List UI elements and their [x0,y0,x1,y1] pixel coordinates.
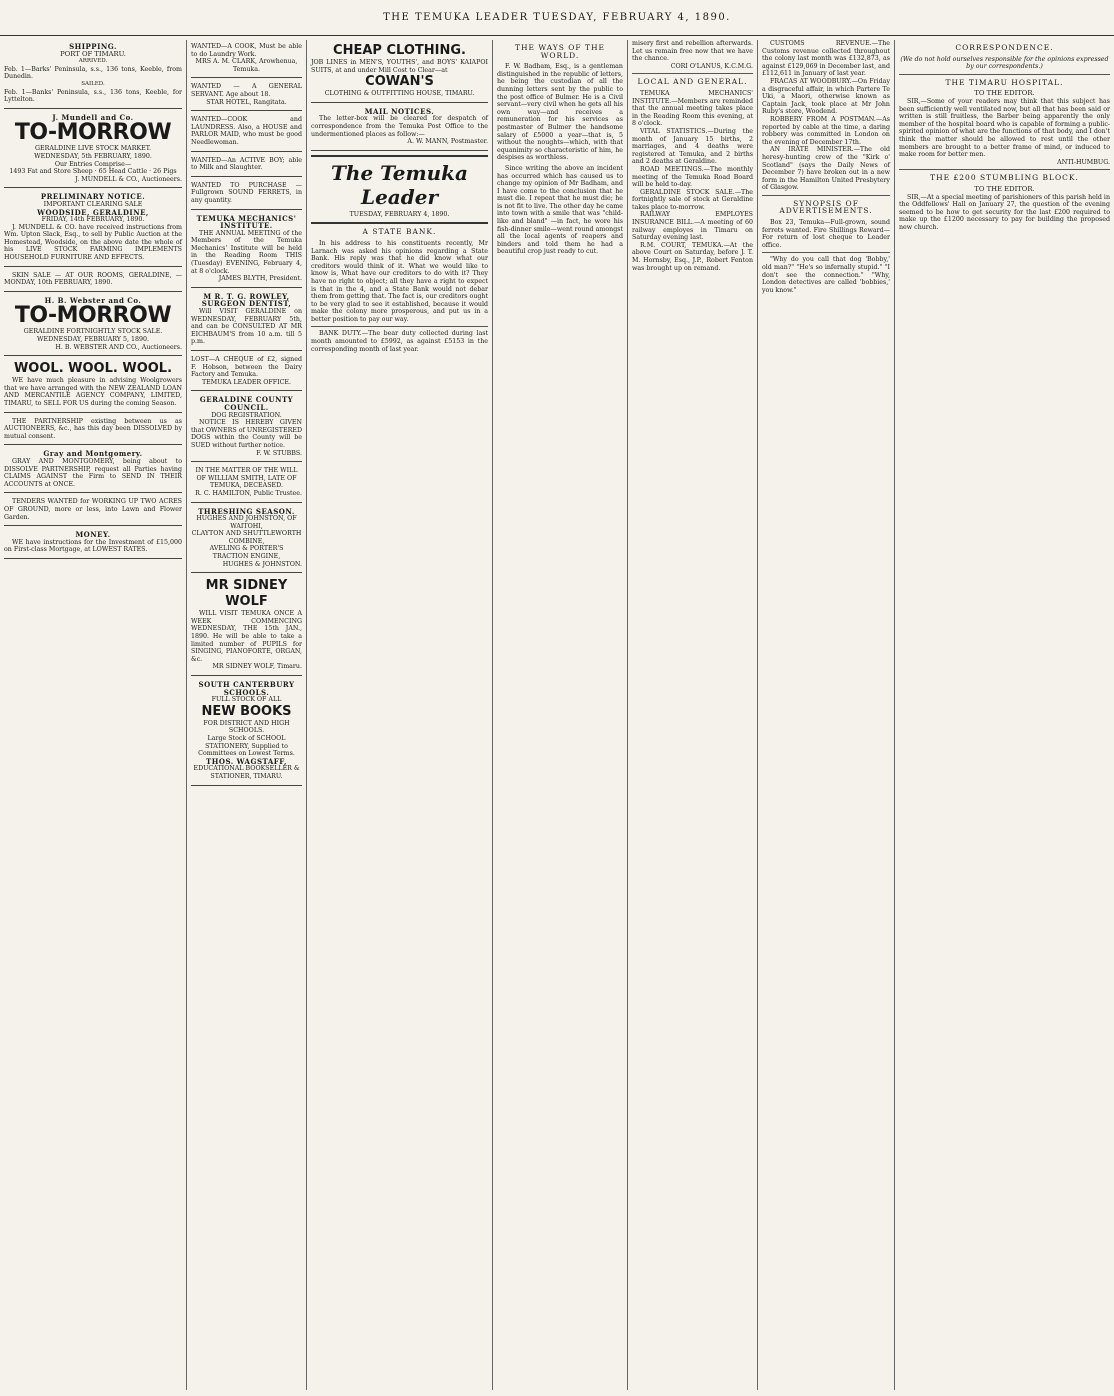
hamilton-signature: R. C. HAMILTON, Public Trustee. [195,489,302,497]
hospital-signature: ANTI-HUMBUG. [1057,158,1110,166]
county-heading: GERALDINE COUNTY COUNCIL. [199,395,294,412]
webster-stock-ad [4,294,182,356]
aveling-text: AVELING & PORTER'S TRACTION ENGINE, [209,545,284,561]
wolf-ad [191,575,302,676]
tenders-ad [4,495,182,526]
dog-body: NOTICE IS HEREBY GIVEN that OWNERS of UNREGISTERED DOGS within the County will be SUED without further notice. [191,419,302,449]
webster-signature: H. B. WEBSTER AND CO., Auctioneers. [55,343,182,351]
cowan-sub: CLOTHING & OUTFITTING HOUSE, TIMARU. [324,90,475,98]
wool-heading: WOOL. WOOL. WOOL. [13,361,173,377]
shipping-notice [4,40,182,109]
misery-text: misery first and rebellion afterwards. Let us remain free now that we have the chance. [632,40,753,63]
webster-heading: H. B. Webster and Co. [44,295,142,305]
money-body: WE have instructions for the Investment of £15,000 on First-class Mortgage, at LOWEST RATES. [4,538,182,554]
mundell-heading: J. Mundell and Co. [52,112,134,122]
woodside-heading: WOODSIDE, GERALDINE, [37,207,149,217]
threshing-ad [191,505,302,574]
dog-joke: "Why do you call that dog 'Bobby,' old man?" "He's so infernally stupid." "I don't see the connection." "Why, London detectives are called 'bobbies,' you know." [762,256,890,294]
ways-heading: THE WAYS OF THE WORLD. [514,43,606,60]
preliminary-notice: PRELIMINARY NOTICE. [40,192,146,202]
mechanics-signature: JAMES BLYTH, President. [218,275,302,283]
postman-robbery: ROBBERY FROM A POSTMAN.—As reported by cable at the time, a daring robbery was committed in London on the evening of December 17th. [762,115,890,146]
disclaimer: (We do not hold ourselves responsible for the opinions expressed by our correspondents.) [900,55,1109,71]
mundell-signature: J. MUNDELL & CO., Auctioneers. [75,175,182,183]
boy-ad [191,154,302,177]
threshing-heading: THRESHING SEASON. [198,506,295,516]
column-1 [0,40,186,1390]
to-editor-2: TO THE EDITOR. [974,184,1035,193]
skin-sale-ad [4,269,182,292]
state-bank-body: In his address to his constituents recently, Mr Larnach was asked his opinions regarding a State Bank. His reply was that he did know what our creditors would think of it. What we would like to know is, What have our creditors to do with it? They have no right to object; all they have a right to expect is that in the 4, and a State Bank would not debar them from getting that. The fact is, our creditors ought to be very glad to see it established, because it would make the colony more prosperous, and put us in a better position to pay our way. [311,239,488,323]
wolf-body: WILL VISIT TEMUKA ONCE A WEEK COMMENCING WEDNESDAY, THE 15th JAN., 1890. He will be able to take a limited number of PUPILS for SINGING, PIANOFORTE, ORGAN, &c. [191,610,302,663]
hughes-signature: HUGHES & JOHNSTON. [222,560,302,568]
geraldine-stock-market: GERALDINE LIVE STOCK MARKET. [34,145,152,153]
laundress-text: WANTED—COOK and LAUNDRESS. Also, a HOUSE and PARLOR MAID, who must be good Needlewoman. [191,116,302,146]
laundress-ad [191,113,302,151]
stumbling-body: SIR,—At a special meeting of parishioners of this parish held in the Oddfellows' Hall on January 27, the question of the evening seemed to be how to get security for the last £200 required to make up the £1200 necessary to pay for building the proposed new church. [899,193,1110,231]
fortnightly-sale: GERALDINE FORTNIGHTLY STOCK SALE. [23,328,163,336]
clearing-body: J. MUNDELL & CO. have received instructions from Wm. Upton Slack, Esq., to sell by Public Auction at the Homestead, Woodside, on the above date the whole of his LIVE STOCK FARMING IMPLEMENTS HOUSEHOLD FURNITURE AND EFFECTS. [4,223,182,262]
shipping-port: PORT OF TIMARU. [60,49,126,58]
lost-office: TEMUKA LEADER OFFICE. [201,378,292,386]
clearing-sale-ad [4,190,182,266]
schools-heading: SOUTH CANTERBURY SCHOOLS. [198,680,295,697]
vital-statistics: VITAL STATISTICS.—During the month of January 15 births, 2 marriages, and 4 deaths were registered at Temuka, and 2 births and 2 deaths at Geraldine. [632,127,753,166]
column-7 [894,40,1114,1390]
new-books-heading: NEW BOOKS [201,703,292,719]
railway-bill: RAILWAY EMPLOYES INSURANCE BILL.—A meeting of 60 railway employes in Timaru on Saturday evening last. [632,211,753,242]
partnership-body: THE PARTNERSHIP existing between us as AUCTIONEERS, &c., has this day been DISSOLVED by mutual consent. [4,417,182,440]
synopsis-heading: SYNOPSIS OF ADVERTISEMENTS. [779,198,873,216]
partnership-ad [4,415,182,446]
mail-body: The letter-box will be cleared for despatch of correspondence from the Temuka Post Office to the undermentioned places as follow:— [311,115,488,138]
entries-list: 1493 Fat and Store Sheep · 65 Head Cattle · 26 Pigs [9,168,177,176]
mechanics-ad [191,212,302,288]
books-ad [191,678,302,786]
stumbling-heading: THE £200 STUMBLING BLOCK. [930,173,1079,183]
state-bank-heading: A STATE BANK. [362,227,437,237]
sale-date-2: WEDNESDAY, FEBRUARY 5, 1890. [37,336,149,344]
gray-montgomery-ad [4,447,182,493]
geraldine-stock-sale: GERALDINE STOCK SALE.—The fortnightly sale of stock at Geraldine takes place to-morrow. [632,188,753,211]
rowley-body: Will VISIT GERALDINE on WEDNESDAY, FEBRUARY 5th, and can be CONSULTED AT MR EICHBAUM'S from 10 a.m. till 5 p.m. [191,308,302,346]
newspaper-date: TUESDAY, FEBRUARY 4, 1890. [349,210,450,218]
rowley-ad [191,290,302,351]
cowan-heading: COWAN'S [365,74,434,90]
cook-ad [191,40,302,78]
synopsis-body: Box 23, Temuka—Full-grown, sound ferrets wanted. Fire Shillings Reward—For return of lost cheque to Leader office. [762,219,890,249]
irate-minister: AN IRATE MINISTER.—The old heresy-hunting crew of the "Kirk o' Scotland" (says the Daily News of December 7) have broken out in a new form in the Hamilton United Presbytery of Glasgow. [762,146,890,192]
lost-cheque-ad [191,353,302,391]
mundell-stock-ad [4,111,182,189]
money-ad [4,528,182,559]
column-6 [757,40,894,1390]
hospital-body: SIR,—Some of your readers may think that this subject has been sufficiently well ventilated now, but all that has been said or written is still fruitless, the Barber being apparently the only member of the hospital board who is capable of forming a public-spirited opinion of what are the functions of that body, and I don't think the matter should be allowed to rest until the other members are brought to a better frame of mind, or induced to make room for better men. [899,97,1110,159]
shipping-sailed: SAILED. [81,80,105,87]
cheap-clothing-body: JOB LINES in MEN'S, YOUTHS', and BOYS' KAIAPOI SUITS, at and under Mill Cost to Clear—at [311,59,488,74]
clearing-sale-heading: IMPORTANT CLEARING SALE [43,200,143,208]
ferrets-text: WANTED TO PURCHASE — Fullgrown SOUND FERRETS, in any quantity. [191,181,302,204]
cook-text: WANTED—A COOK, Must be able to do Laundry Work. [191,43,302,58]
tomorrow-heading-2: TO-MORROW [14,303,172,329]
wagstaff-heading: THOS. WAGSTAFF, [206,756,287,766]
shipping-title: SHIPPING. [69,42,117,51]
local-general-heading: LOCAL AND GENERAL. [637,77,748,87]
mail-signature: A. W. MANN, Postmaster. [407,138,488,146]
wool-body: WE have much pleasure in advising Woolgrowers that we have arranged with the NEW ZEALAND LOAN AND MERCANTILE AGENCY COMPANY, LIMITED, TIMARU, to SELL FOR US during the coming Season. [4,377,182,407]
wolf-heading: MR SIDNEY WOLF [205,578,288,610]
shipping-arrived: ARRIVED. [78,58,108,65]
road-meetings: ROAD MEETINGS.—The monthly meeting of the Temuka Road Board will be held to-day. [632,165,753,189]
dog-heading: DOG REGISTRATION. [211,411,282,419]
bank-duty-text: BANK DUTY.—The bear duty collected during last month amounted to £5992, as against £5153 in the corresponding month of last year. [311,330,488,353]
masthead-title: THE TEMUKA LEADER TUESDAY, FEBRUARY 4, 1890. [383,12,731,23]
correspondence-heading: CORRESPONDENCE. [955,43,1054,52]
local-body: TEMUKA MECHANICS' INSTITUTE.—Members are reminded that the annual meeting takes place in the Reading Room this evening, at 8 o'clock. [632,89,753,128]
fracas-woodbury: FRACAS AT WOODBURY.—On Friday a disgraceful affair, in which Partere Te Uki, a Maori, otherwise known as Captain Jack, took place at Mr John Ruby's store, Woodend. [762,77,890,116]
ways-body-2: Since writing the above an incident has occurred which has caused us to change my opinion of Mr Badham, and I have come to the conclusion that he must die. I repeat that he must die; he is not fit to live. The other day he came into town with a smile that was "child-like and bland" —in fact, he wore his fish-dinner smile—went round amongst all the local agents of reapers and binders and told them he had a beautiful crop just ready to cut. [497,164,623,256]
cheap-clothing-heading: CHEAP CLOTHING. [333,43,466,58]
clearing-date: FRIDAY, 14th FEBRUARY, 1890. [41,216,145,224]
mail-notices [311,105,488,151]
shipping-sailed-text: Feb. 1—Banks' Peninsula, s.s., 136 tons, Keeble, for Lyttelton. [4,88,182,104]
estate-heading: IN THE MATTER OF THE WILL OF WILLIAM SMITH, LATE OF TEMUKA, DECEASED. [195,467,298,490]
column-3 [306,40,492,1390]
newspaper-title: The Temuka Leader [331,160,468,209]
column-2 [186,40,306,1390]
servant-text: WANTED — A GENERAL SERVANT. Age about 18. [191,83,302,98]
mechanics-body: THE ANNUAL MEETING of the Members of the Temuka Mechanics' Institute will be held in the Reading Room THIS (Tuesday) EVENING, February 4, at 8 o'clock. [191,229,302,275]
skin-sale-text: SKIN SALE — AT OUR ROOMS, GERALDINE, — MONDAY, 10th FEBRUARY, 1890. [4,271,182,287]
servant-ad [191,80,302,111]
ways-body: F. W. Badham, Esq., is a gentleman distinguished in the republic of letters, he being the custodian of all the dunning letters sent by the public to the post office of Bulmer. He is a Civil servant—very civil when he gets all his own way—and receives a remuneration for his services as postmaster of Bulmer the handsome salary of £5000 a year—that is, 5 without the noughts—which, with that equanimity so characteristic of him, he despises as worthless. [497,63,623,162]
gray-heading: Gray and Montgomery. [43,449,143,459]
wolf-signature: MR SIDNEY WOLF, Timaru. [212,663,302,671]
entries-label: Our Entries Comprise— [54,160,132,168]
dog-signature: F. W. STUBBS. [256,449,302,457]
rm-court: R.M. COURT, TEMUKA.—At the above Court on Saturday, before J. T. M. Hornsby, Esq., J.P., Robert Fenton was brought up on remand. [632,241,753,272]
estate-ad [191,464,302,502]
to-editor-1: TO THE EDITOR. [974,89,1035,98]
wagstaff-sub: EDUCATIONAL BOOKSELLER & STATIONER, TIMARU. [193,765,300,780]
stationery-text: Large Stock of SCHOOL STATIONERY, Supplied to Committees on Lowest Terms. [198,734,295,758]
shipping-arrived-text: Feb. 1—Barks' Peninsula, s.s., 136 tons, Keeble, from Dunedin. [4,65,182,81]
lost-text: LOST—A CHEQUE of £2, signed F. Hobson, between the Dairy Factory and Temuka. [191,356,302,379]
ferrets-ad [191,179,302,210]
clayton-text: CLAYTON AND SHUTTLEWORTH COMBINE, [191,530,302,545]
rowley-heading: M R. T. G. ROWLEY, SURGEON DENTIST, [201,291,292,309]
wool-ad [4,358,182,412]
masthead [0,0,1114,36]
column-4 [492,40,627,1390]
coriolanus-signature: CORI O'LANUS, K.C.M.G. [670,62,753,70]
gray-body: GRAY AND MONTGOMERY, being about to DISSOLVE PARTNERSHIP, request all Parties having CLAIMS AGAINST the Firm to SEND IN THEIR ACCOUNTS at ONCE. [4,457,182,488]
dog-registration-ad [191,393,302,462]
full-stock: FULL STOCK OF ALL [211,696,282,704]
mechanics-heading: TEMUKA MECHANICS' INSTITUTE. [196,213,297,231]
hospital-heading: THE TIMARU HOSPITAL. [945,77,1064,87]
servant-apply: STAR HOTEL, Rangitata. [206,98,287,106]
boy-text: WANTED—An ACTIVE BOY; able to Milk and Slaughter. [191,156,302,172]
tomorrow-heading: TO-MORROW [14,120,172,146]
hughes-heading: HUGHES AND JOHNSTON, OF WAITOHI, [196,515,297,530]
books-sub: FOR DISTRICT AND HIGH SCHOOLS. [203,719,290,735]
tenders-body: TENDERS WANTED for WORKING UP TWO ACRES OF GROUND, more or less, into Lawn and Flower Garden. [4,498,182,521]
customs-revenue: CUSTOMS REVENUE.—The Customs revenue collected throughout the colony last month was £132,873, as against £129,069 in December last, and £112,611 in January of last year. [762,40,890,78]
mail-heading: MAIL NOTICES. [364,106,435,116]
sale-date: WEDNESDAY, 5th FEBRUARY, 1890. [34,152,152,160]
money-heading: MONEY. [75,530,111,540]
cook-apply: MRS A. M. CLARK, Arowhenua, Temuka. [195,58,298,73]
cowan-ad [311,40,488,103]
column-5 [627,40,757,1390]
